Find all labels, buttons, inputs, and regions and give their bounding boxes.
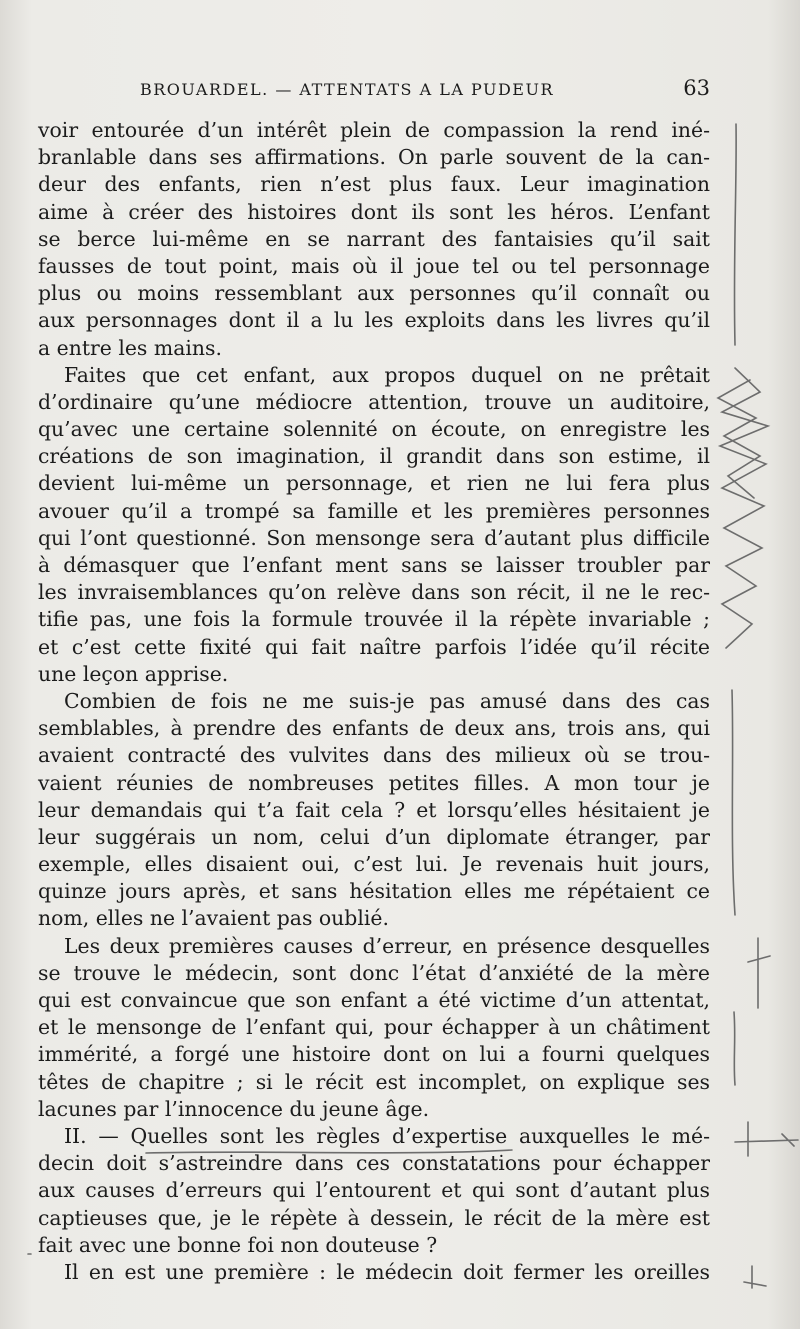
text-line: quinze jours après, et sans hésitation elles me répétaient ce (38, 879, 710, 904)
text-line: avouer qu’il a trompé sa famille et les premières personnes (38, 498, 710, 523)
text-line: Il en est une première : le médecin doit fermer les oreilles (64, 1259, 710, 1284)
text-line: à démasquer que l’enfant ment sans se laisser troubler par (38, 553, 710, 577)
text-line: Les deux premières causes d’erreur, en présence desquelles (64, 933, 710, 958)
text-line: qu’avec une certaine solennité on écoute, on enregistre les (38, 417, 710, 442)
text-line: exemple, elles disaient oui, c’est lui. Je revenais huit jours, (38, 852, 710, 877)
text-line: Faites que cet enfant, aux propos duquel on ne prêtait (64, 362, 710, 387)
margin-line-mark (734, 1012, 735, 1085)
text-line: créations de son imagination, il grandit dans son estime, il (38, 444, 710, 469)
margin-arrow-mark (744, 1266, 766, 1288)
show-through-text (60, 40, 720, 80)
margin-line-mark (732, 690, 735, 915)
text-line: a entre les mains. (38, 335, 222, 360)
text-line: branlable dans ses affirmations. On parle souvent de la can- (38, 145, 710, 170)
text-line: nom, elles ne l’avaient pas oublié. (38, 906, 389, 931)
text-line: captieuses que, je le répète à dessein, le récit de la mère est (38, 1205, 710, 1230)
text-line: avaient contracté des vulvites dans des milieux où se trou- (38, 743, 710, 768)
margin-cross-mark (735, 1122, 798, 1156)
text-line: qui l’ont questionné. Son mensonge sera d’autant plus difficile (38, 525, 710, 550)
text-line: plus ou moins ressemblant aux personnes qu’il connaît ou (38, 281, 710, 306)
text-line: devient lui-même un personnage, et rien ne lui fera plus (38, 471, 710, 496)
text-line: d’ordinaire qu’une médiocre attention, trouve un auditoire, (38, 389, 710, 414)
text-line: et le mensonge de l’enfant qui, pour échapper à un châtiment (38, 1015, 710, 1040)
margin-zigzag-mark (718, 380, 760, 498)
text-line: fausses de tout point, mais où il joue tel ou tel personnage (38, 253, 710, 278)
text-line: semblables, à prendre des enfants de deux ans, trois ans, qui (38, 716, 710, 741)
text-line: Combien de fois ne me suis-je pas amusé dans des cas (64, 688, 710, 713)
text-line: une leçon apprise. (38, 661, 229, 686)
text-line: tifie pas, une fois la formule trouvée il la répète invariable ; (38, 607, 710, 632)
text-line: lacunes par l’innocence du jeune âge. (38, 1096, 430, 1121)
page-number: 63 (683, 76, 710, 100)
text-line: fait avec une bonne foi non douteuse ? (38, 1232, 438, 1257)
text-line: leur demandais qui t’a fait cela ? et lorsqu’elles hésitaient je (38, 797, 710, 822)
text-line: leur suggérais un nom, celui d’un diplomate étranger, par (38, 824, 710, 849)
margin-cross-mark (748, 938, 770, 1008)
text-line: aime à créer des histoires dont ils sont les héros. L’enfant (38, 199, 710, 224)
margin-zigzag-mark (720, 368, 768, 648)
text-line: aux personnages dont il a lu les exploits dans les livres qu’il (38, 308, 710, 333)
text-line: vaient réunies de nombreuses petites filles. A mon tour je (38, 770, 710, 795)
text-line: les invraisemblances qu’on relève dans son récit, il ne le rec- (38, 580, 710, 605)
page-header (38, 76, 710, 106)
text-line: immérité, a forgé une histoire dont on lui a fourni quelques (38, 1042, 710, 1067)
text-line: se trouve le médecin, sont donc l’état d’anxiété de la mère (38, 960, 710, 985)
running-head: BROUARDEL. — ATTENTATS A LA PUDEUR (140, 80, 555, 99)
margin-line-mark (734, 124, 736, 345)
text-line: têtes de chapitre ; si le récit est incomplet, on explique ses (38, 1069, 710, 1094)
text-line: voir entourée d’un intérêt plein de compassion la rend iné- (38, 118, 710, 142)
text-line: qui est convaincue que son enfant a été victime d’un attentat, (38, 988, 710, 1012)
text-line: se berce lui-même en se narrant des fantaisies qu’il sait (38, 226, 710, 251)
body-text (38, 117, 710, 1286)
text-line: II. — Quelles sont les règles d’expertise auxquelles le mé- (64, 1123, 710, 1148)
text-line: decin doit s’astreindre dans ces constatations pour échapper (38, 1151, 710, 1176)
text-line: deur des enfants, rien n’est plus faux. Leur imagination (38, 172, 710, 197)
text-line: et c’est cette fixité qui fait naître parfois l’idée qu’il récite (38, 634, 710, 659)
text-line: aux causes d’erreurs qui l’entourent et qui sont d’autant plus (38, 1178, 710, 1203)
